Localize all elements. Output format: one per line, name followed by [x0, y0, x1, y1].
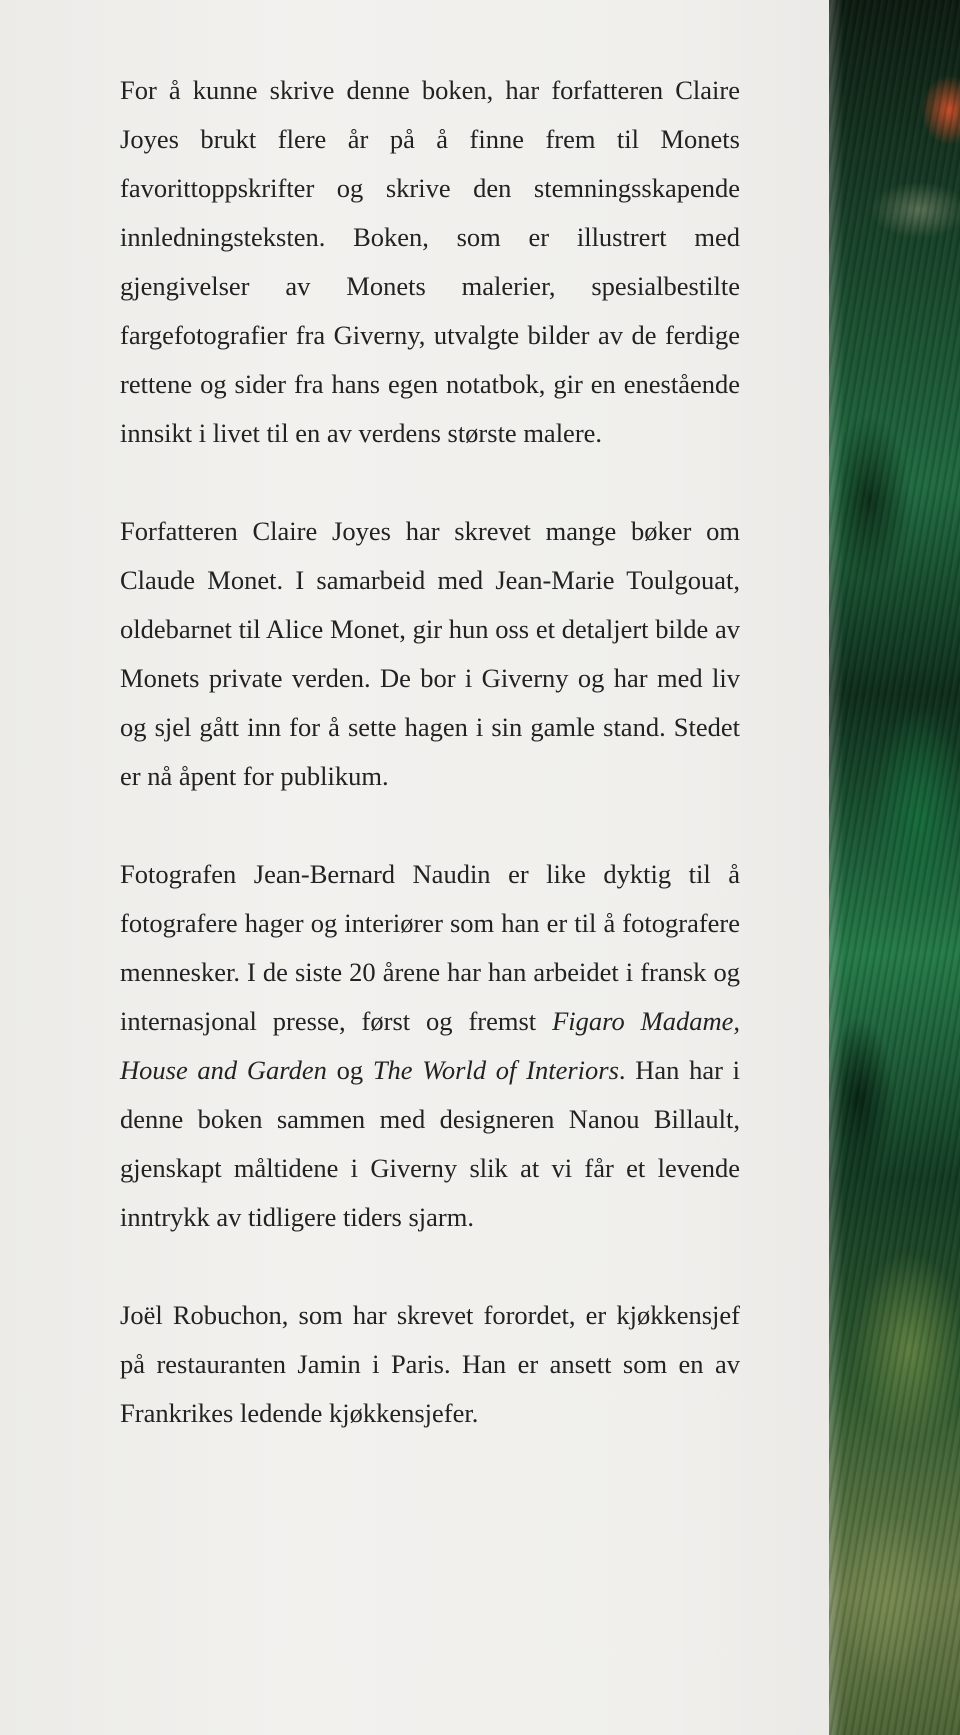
magazine-title-italic: The World of Interiors: [372, 1055, 619, 1085]
paragraph-about-book: For å kunne skrive denne boken, har forfatteren Claire Joyes brukt flere år på å finne frem til Monets favorittoppskrifter og skrive den stemningsskapende innledningsteksten. Boken, som er illustrert med gjengivelser av Monets malerier, spesialbestilte fargefotografier fra Giverny, utvalgte bilder av de ferdige rettene og sider fra hans egen notatbok, gir en enestående innsikt i livet til en av verdens største malere.: [120, 75, 740, 448]
photographer-text-part1: Fotografen Jean-Bernard Naudin er like dyktig til å fotografere hager og interiører som han er til å fotografere mennesker. I de siste 20 årene har han arbeidet i fransk og internasjonal presse, først og fremst: [120, 859, 740, 1036]
text-column: [120, 66, 740, 1438]
photographer-text-part3: . Han har i denne boken sammen med designeren Nanou Billault, gjenskapt måltidene i Giverny slik at vi får et levende inntrykk av tidligere tiders sjarm.: [120, 1055, 741, 1232]
paragraph-about-foreword: Joël Robuchon, som har skrevet forordet, er kjøkkensjef på restauranten Jamin i Paris. Han er ansett som en av Frankrikes ledende kjøkkensjefer.: [120, 1300, 740, 1428]
paragraph-about-photographer: [120, 850, 740, 1242]
cover-image-strip: [829, 0, 960, 1735]
photographer-text-part2: og: [326, 1055, 373, 1085]
magazine-titles-italic: Figaro Madame, House and Garden: [120, 1006, 740, 1085]
paragraph-about-author: Forfatteren Claire Joyes har skrevet mange bøker om Claude Monet. I samarbeid med Jean-Marie Toulgouat, oldebarnet til Alice Monet, gir hun oss et detaljert bilde av Monets private verden. De bor i Giverny og har med liv og sjel gått inn for å sette hagen i sin gamle stand. Stedet er nå åpent for publikum.: [120, 516, 740, 791]
